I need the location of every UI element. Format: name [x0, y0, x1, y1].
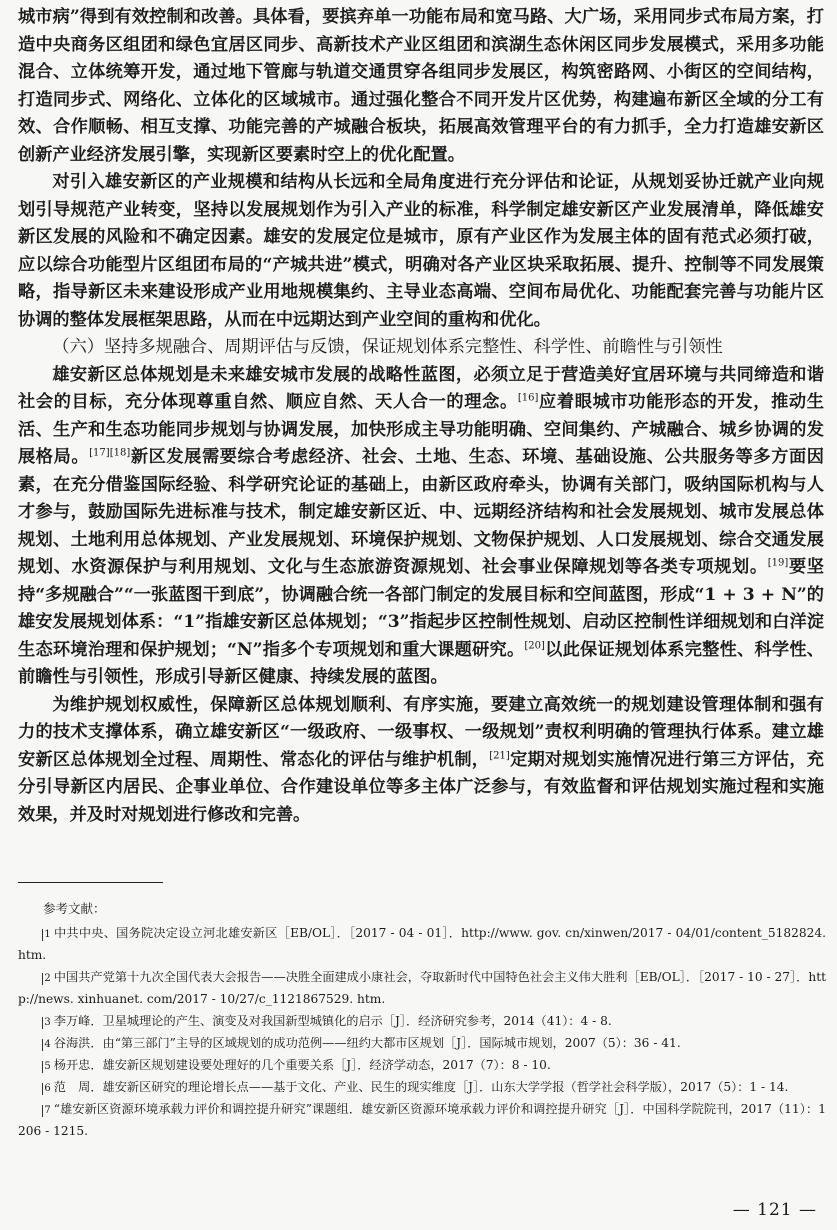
reference-item — [18, 1054, 826, 1076]
reference-text: 中共中央、国务院决定设立河北雄安新区［EB/OL］．［2017 - 04 - 01］．http://www. gov. cn/xinwen/2017 - 04/01/content_5182824. htm. — [18, 926, 826, 962]
reference-item — [18, 966, 826, 1010]
references-section — [18, 898, 826, 1142]
citation-18[interactable]: [18] — [109, 447, 131, 459]
reference-number: 6 — [44, 1083, 51, 1094]
section-heading: （六）坚持多规融合、周期评估与反馈，保证规划体系完整性、科学性、前瞻性与引领性 — [52, 337, 723, 357]
footnote-divider — [18, 882, 163, 883]
paragraph-4 — [18, 692, 824, 830]
reference-item — [18, 1010, 826, 1032]
reference-number: 3 — [44, 1017, 51, 1028]
citation-19[interactable]: [19] — [767, 557, 789, 569]
reference-text: 谷海洪．由“第三部门”主导的区域规划的成功范例——纽约大都市区规划［J］．国际城市规划，2007（5）：36 - 41. — [53, 1036, 681, 1050]
paragraph-3-part-d: 要坚持“多规融合”“一张蓝图干到底”，协调融合统一各部门制定的发展目标和空间蓝图，形成“1 + 3 + N”的雄安发展规划体系：“1”指雄安新区总体规划；“3”指起步区控制性规划、启动区控制性详细规划和白洋淀生态环境治理和保护规划；“N”指多个专项规划和重大课题研究。 — [18, 557, 824, 660]
reference-text: 杨开忠．雄安新区规划建设要处理好的几个重要关系［J］．经济学动态，2017（7）：8 - 10. — [53, 1058, 551, 1072]
citation-21[interactable]: [21] — [489, 749, 510, 761]
reference-text: 李万峰．卫星城理论的产生、演变及对我国新型城镇化的启示［J］．经济研究参考，2014（41）：4 - 8. — [53, 1014, 612, 1028]
reference-text: “雄安新区资源环境承载力评价和调控提升研究”课题组．雄安新区资源环境承载力评价和调控提升研究［J］．中国科学院院刊，2017（11）：1206 - 1215. — [18, 1102, 826, 1138]
paragraph-1: 城市病”得到有效控制和改善。具体看，要摈弃单一功能布局和宽马路、大广场，采用同步式布局方案，打造中央商务区组团和绿色宜居区同步、高新技术产业区组团和滨湖生态休闲区同步发展模式，采用多功能混合、立体统筹开发，通过地下管廊与轨道交通贯穿各组同步发展区，构筑密路网、小街区的空间结构，打造同步式、网络化、立体化的区域城市。通过强化整合不同开发片区优势，构建遍布新区全域的分工有效、合作顺畅、相互支撑、功能完善的产城融合板块，拓展高效管理平台的有力抓手，全力打造雄安新区创新产业经济发展引擎，实现新区要素时空上的优化配置。 — [18, 7, 824, 165]
paragraph-3-part-a: 雄安新区总体规划是未来雄安城市发展的战略性蓝图，必须立足于营造美好宜居环境与共同缔造和谐社会的目标，充分体现尊重自然、顺应自然、天人合一的理念。 — [18, 364, 824, 412]
reference-list — [18, 922, 826, 1142]
paragraph-3 — [18, 362, 824, 692]
reference-item — [18, 1032, 826, 1054]
reference-number: 4 — [44, 1039, 51, 1050]
body-text — [18, 4, 824, 829]
citation-16[interactable]: [16] — [517, 392, 539, 404]
reference-item — [18, 1076, 826, 1098]
reference-item — [18, 922, 826, 966]
paragraph-3-part-e: 以此保证规划体系完整性、科学性、前瞻性与引领性，形成引导新区健康、持续发展的蓝图。 — [18, 639, 824, 687]
citation-17[interactable]: [17] — [89, 447, 110, 459]
references-title: 参考文献： — [43, 901, 106, 916]
page-number: — 121 — — [732, 1200, 817, 1220]
paragraph-4-part-a: 为维护规划权威性，保障新区总体规划顺利、有序实施，要建立高效统一的规划建设管理体制和强有力的技术支撑体系，确立雄安新区“一级政府、一级事权、一级规划”责权利明确的管理执行体系。建立雄安新区总体规划全过程、周期性、常态化的评估与维护机制， — [18, 694, 824, 770]
reference-number: 2 — [44, 973, 51, 984]
reference-number: 1 — [44, 929, 51, 940]
paragraph-3-part-c: 新区发展需要综合考虑经济、社会、土地、生态、环境、基础设施、公共服务等多方面因素，在充分借鉴国际经验、科学研究论证的基础上，由新区政府牵头，协调有关部门，吸纳国际机构与人才参与，鼓励国际先进标准与技术，制定雄安新区近、中、远期经济结构和社会发展规划、城市发展总体规划、土地利用总体规划、产业发展规划、环境保护规划、文物保护规划、人口发展规划、综合交通发展规划、水资源保护与利用规划、文化与生态旅游资源规划、社会事业保障规划等各类专项规划。 — [18, 447, 824, 577]
reference-number: 7 — [44, 1105, 51, 1116]
reference-item — [18, 1098, 826, 1142]
paragraph-4-part-b: 定期对规划实施情况进行第三方评估，充分引导新区内居民、企事业单位、合作建设单位等多主体广泛参与，有效监督和评估规划实施过程和实施效果，并及时对规划进行修改和完善。 — [18, 749, 824, 825]
reference-text: 中国共产党第十九次全国代表大会报告——决胜全面建成小康社会，夺取新时代中国特色社会主义伟大胜利［EB/OL］．［2017 - 10 - 27］．http://news. xinhuanet. com/2017 - 10/27/c_1121867529. htm. — [18, 970, 826, 1006]
paragraph-3-part-b: 应着眼城市功能形态的开发，推动生活、生产和生态功能同步规划与协调发展，加快形成主导功能明确、空间集约、产城融合、城乡协调的发展格局。 — [18, 392, 824, 467]
reference-text: 范 周．雄安新区研究的理论增长点——基于文化、产业、民生的现实维度［J］．山东大学学报（哲学社会科学版），2017（5）：1 - 14. — [53, 1080, 789, 1094]
paragraph-2: 对引入雄安新区的产业规模和结构从长远和全局角度进行充分评估和论证，从规划妥协迁就产业向规划引导规范产业转变，坚持以发展规划作为引入产业的标准，科学制定雄安新区产业发展清单，降低雄安新区发展的风险和不确定因素。雄安的发展定位是城市，原有产业区作为发展主体的固有范式必须打破，应以综合功能型片区组团布局的“产城共进”模式，明确对各产业区块采取拓展、提升、控制等不同发展策略，指导新区未来建设形成产业用地规模集约、主导业态高端、空间布局优化、功能配套完善与功能片区协调的整体发展框架思路，从而在中远期达到产业空间的重构和优化。 — [18, 172, 824, 330]
citation-20[interactable]: [20] — [524, 639, 545, 651]
reference-number: 5 — [44, 1061, 51, 1072]
